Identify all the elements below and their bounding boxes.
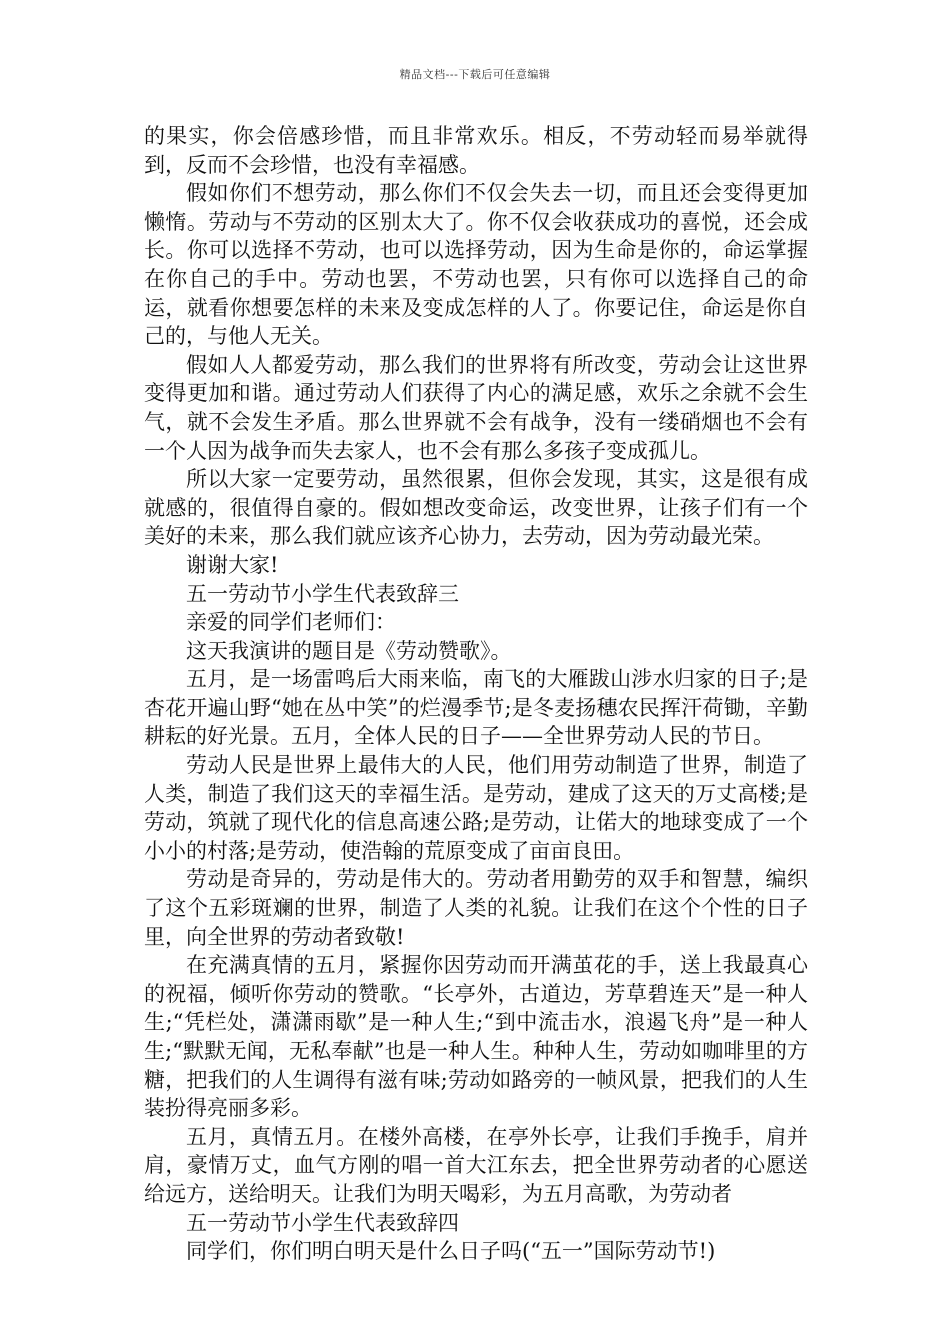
section-heading-3: 五一劳动节小学生代表致辞三	[186, 581, 459, 606]
paragraph-8: 这天我演讲的题目是《劳动赞歌》。	[186, 638, 512, 663]
paragraph-5: 谢谢大家!	[186, 552, 279, 577]
paragraph-13: 五月，真情五月。在楼外高楼，在亭外长亭，让我们手挽手，肩并肩，豪情万丈，血气方刚的唱一首大江东去，把全世界劳动者的心愿送给远方，送给明天。让我们为明天喝彩，为五月高歌，为劳动者	[144, 1124, 808, 1206]
paragraph-10: 劳动人民是世界上最伟大的人民，他们用劳动制造了世界，制造了人类，制造了我们这天的幸福生活。是劳动，建成了这天的万丈高楼;是劳动，筑就了现代化的信息高速公路;是劳动，让偌大的地球变成了一个小小的村落;是劳动，使浩翰的荒原变成了亩亩良田。	[144, 753, 808, 863]
paragraph-2: 假如你们不想劳动，那么你们不仅会失去一切，而且还会变得更加懒惰。劳动与不劳动的区别太大了。你不仅会收获成功的喜悦，还会成长。你可以选择不劳动，也可以选择劳动，因为生命是你的，命运掌握在你自己的手中。劳动也罢，不劳动也罢，只有你可以选择自己的命运，就看你想要怎样的未来及变成怎样的人了。你要记住，命运是你自己的，与他人无关。	[144, 181, 808, 349]
salutation: 亲爱的同学们老师们：	[186, 610, 396, 635]
paragraph-4: 所以大家一定要劳动，虽然很累，但你会发现，其实，这是很有成就感的，很值得自豪的。假如想改变命运，改变世界，让孩子们有一个美好的未来，那么我们就应该齐心协力，去劳动，因为劳动最光荣。	[144, 467, 808, 549]
paragraph-12: 在充满真情的五月，紧握你因劳动而开满茧花的手，送上我最真心的祝福，倾听你劳动的赞歌。“长亭外，古道边，芳草碧连天”是一种人生;“凭栏处，潇潇雨歇”是一种人生;“到中流击水，浪遏飞舟”是一种人生;“默默无闻，无私奉献”也是一种人生。种种人生，劳动如咖啡里的方糖，把我们的人生调得有滋有味;劳动如路旁的一帧风景，把我们的人生装扮得亮丽多彩。	[144, 953, 808, 1121]
paragraph-3: 假如人人都爱劳动，那么我们的世界将有所改变，劳动会让这世界变得更加和谐。通过劳动人们获得了内心的满足感，欢乐之余就不会生气，就不会发生矛盾。那么世界就不会有战争，没有一缕硝烟也不会有一个人因为战争而失去家人，也不会有那么多孩子变成孤儿。	[144, 352, 808, 463]
paragraph-1: 的果实，你会倍感珍惜，而且非常欢乐。相反，不劳动轻而易举就得到，反而不会珍惜，也没有幸福感。	[144, 124, 808, 177]
paragraph-11: 劳动是奇异的，劳动是伟大的。劳动者用勤劳的双手和智慧，编织了这个五彩斑斓的世界，制造了人类的礼貌。让我们在这个个性的日子里，向全世界的劳动者致敬!	[144, 867, 808, 949]
paragraph-15: 同学们，你们明白明天是什么日子吗(“五一”国际劳动节!)	[186, 1239, 716, 1264]
document-body	[144, 122, 808, 1266]
paragraph-9: 五月，是一场雷鸣后大雨来临，南飞的大雁跋山涉水归家的日子;是杏花开遍山野“她在丛中笑”的烂漫季节;是冬麦扬穗农民挥汗荷锄，辛勤耕耘的好光景。五月，全体人民的日子——全世界劳动人民的节日。	[144, 667, 808, 749]
section-heading-4: 五一劳动节小学生代表致辞四	[186, 1210, 459, 1235]
page-header: 精品文档---下载后可任意编辑	[399, 68, 551, 81]
